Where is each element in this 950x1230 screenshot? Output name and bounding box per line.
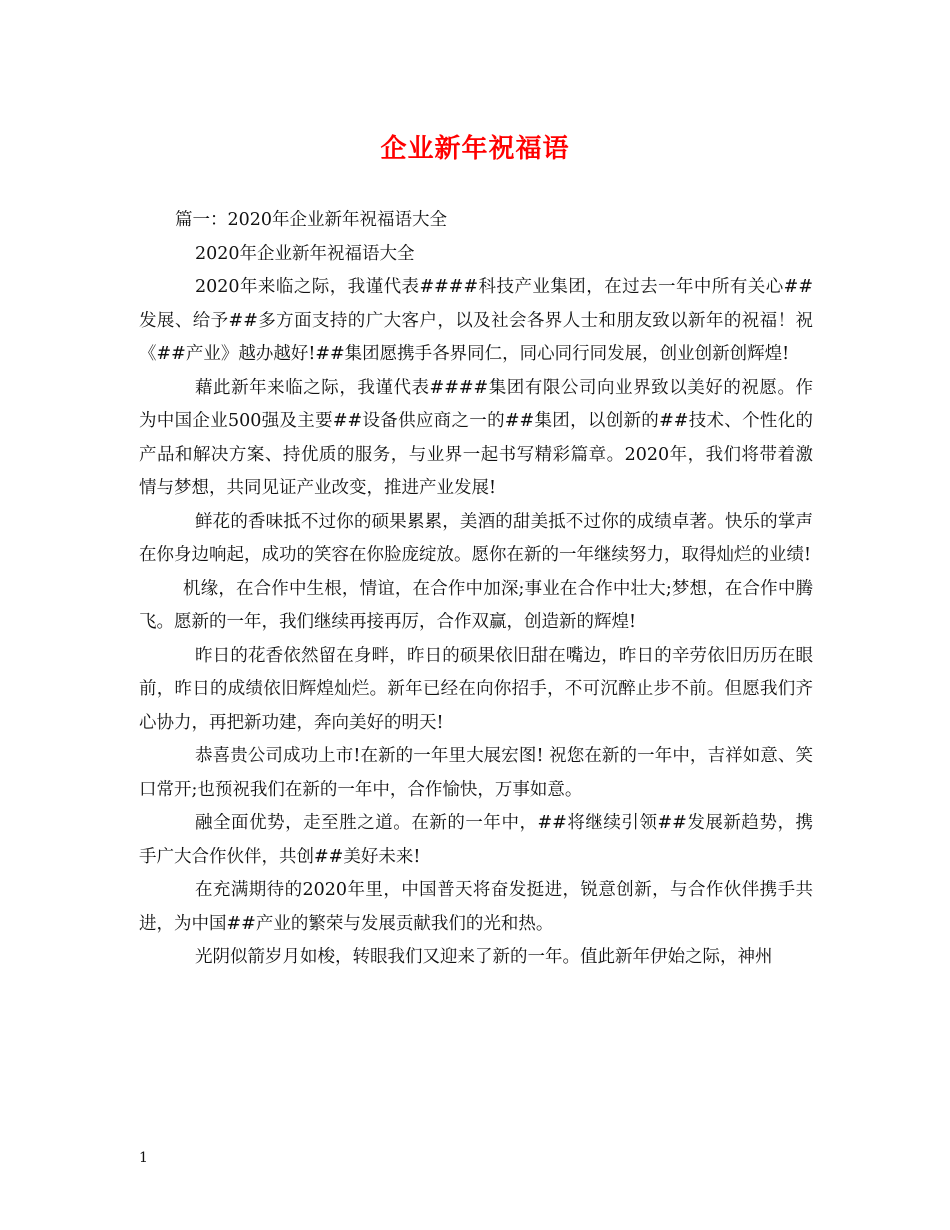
paragraph: 机缘，在合作中生根，情谊，在合作中加深;事业在合作中壮大;梦想，在合作中腾飞。愿新的一年，我们继续再接再厉，合作双赢，创造新的辉煌! (139, 578, 813, 632)
subsection-heading: 2020年企业新年祝福语大全 (195, 243, 415, 264)
paragraph: 光阴似箭岁月如梭，转眼我们又迎来了新的一年。值此新年伊始之际，神州 (195, 947, 773, 967)
paragraph: 融全面优势，走至胜之道。在新的一年中，##将继续引领##发展新趋势，携手广大合作伙伴，共创##美好未来! (139, 813, 813, 867)
section-heading: 篇一：2020年企业新年祝福语大全 (175, 210, 448, 230)
paragraph: 在充满期待的2020年里，中国普天将奋发挺进，锐意创新，与合作伙伴携手共进，为中国##产业的繁荣与发展贡献我们的光和热。 (139, 880, 813, 934)
paragraph: 藉此新年来临之际，我谨代表####集团有限公司向业界致以美好的祝愿。作为中国企业500强及主要##设备供应商之一的##集团，以创新的##技术、个性化的产品和解决方案、持优质的服务，与业界一起书写精彩篇章。2020年，我们将带着激情与梦想，共同见证产业改变，推进产业发展! (139, 377, 813, 498)
document-body (139, 204, 813, 975)
paragraph: 恭喜贵公司成功上市!在新的一年里大展宏图! 祝您在新的一年中，吉祥如意、笑口常开;也预祝我们在新的一年中，合作愉快，万事如意。 (139, 746, 813, 800)
page-title: 企业新年祝福语 (380, 134, 570, 164)
page-number: 1 (139, 1150, 148, 1166)
paragraph: 鲜花的香味抵不过你的硕果累累，美酒的甜美抵不过你的成绩卓著。快乐的掌声在你身边响起，成功的笑容在你脸庞绽放。愿你在新的一年继续努力，取得灿烂的业绩! (139, 511, 813, 565)
paragraph: 2020年来临之际，我谨代表####科技产业集团，在过去一年中所有关心##发展、给予##多方面支持的广大客户，以及社会各界人士和朋友致以新年的祝福！祝《##产业》越办越好!##集团愿携手各界同仁，同心同行同发展，创业创新创辉煌! (139, 277, 813, 364)
paragraph: 昨日的花香依然留在身畔，昨日的硕果依旧甜在嘴边，昨日的辛劳依旧历历在眼前，昨日的成绩依旧辉煌灿烂。新年已经在向你招手，不可沉醉止步不前。但愿我们齐心协力，再把新功建，奔向美好的明天! (139, 645, 813, 733)
